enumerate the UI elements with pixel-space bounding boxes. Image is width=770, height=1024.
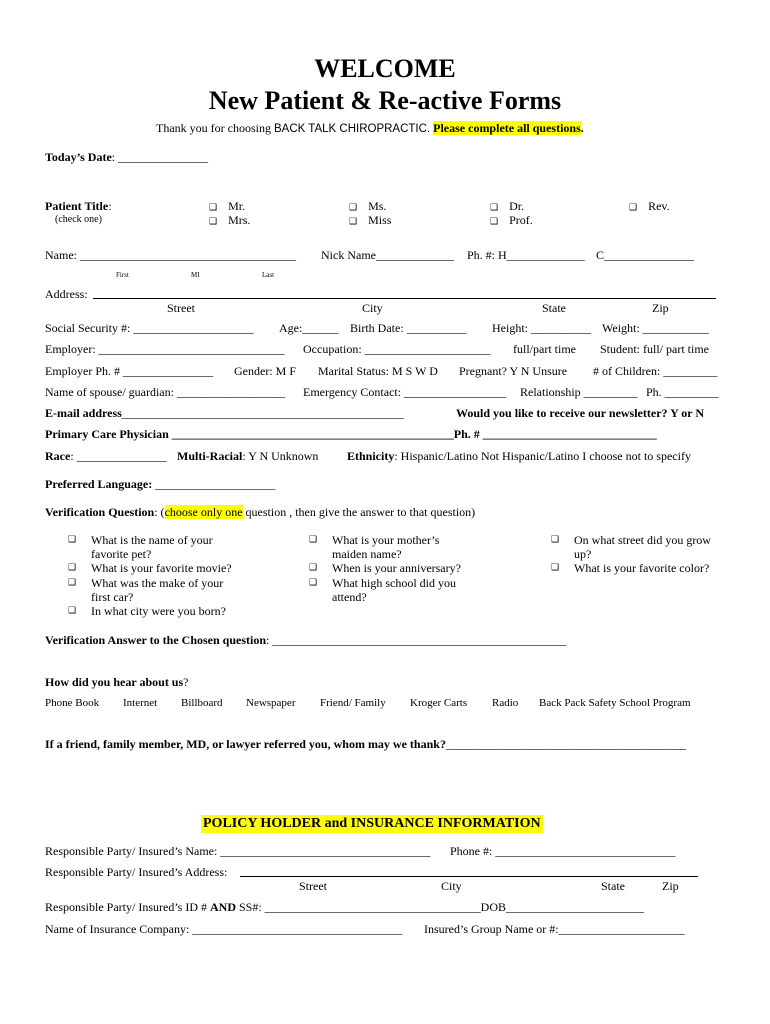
verification-instruction [45,505,475,520]
preferred-language-label: Preferred Language: [45,477,153,491]
checkbox-icon[interactable]: ❑ [309,578,318,588]
employer-phone-field[interactable]: Employer Ph. # _______________ [45,364,213,378]
patient-title-colon: : [108,199,112,213]
title-option-miss[interactable] [349,213,391,228]
todays-date-label: Today’s Date [45,150,112,164]
checkbox-icon[interactable]: ❑ [309,535,318,545]
verification-option-text: up? [574,547,592,561]
newsletter-question[interactable]: Would you like to receive our newsletter? Y or N [456,406,705,420]
responsible-party-phone-field[interactable]: Phone #: ______________________________ [450,844,676,858]
title-option-label: Mrs. [228,213,251,227]
preferred-language-blank[interactable]: ____________________ [155,477,276,491]
address-street-caption: Street [167,301,195,315]
title-option-dr[interactable] [490,199,524,214]
home-phone-field[interactable]: Ph. #: H_____________ [467,248,585,262]
title-option-label: Ms. [368,199,387,213]
race-field[interactable] [45,449,167,464]
verification-option-text: What is the name of your [91,533,213,547]
spouse-guardian-field[interactable]: Name of spouse/ guardian: __________________ [45,385,285,399]
responsible-party-address-label: Responsible Party/ Insured’s Address: [45,865,228,879]
verification-option-text: first car? [91,590,134,604]
pcp-blank[interactable]: _______________________________________________ [171,427,454,441]
insurance-state-caption: State [601,879,625,893]
checkbox-icon[interactable]: ❑ [349,217,358,227]
checkbox-icon[interactable]: ❑ [551,535,560,545]
verification-option-text: What is your mother’s [332,533,440,547]
employment-status[interactable]: full/part time [513,342,576,356]
pcp-field[interactable] [45,427,657,442]
title-option-label: Dr. [509,199,525,213]
employer-field[interactable]: Employer: _______________________________ [45,342,285,356]
address-zip-caption: Zip [652,301,669,315]
checkbox-icon[interactable]: ❑ [490,203,499,213]
practice-name: BACK TALK CHIROPRACTIC. [273,123,431,135]
hear-option[interactable]: Internet [123,697,158,709]
responsible-party-id-field[interactable] [45,900,644,915]
address-state-caption: State [542,301,566,315]
marital-status-field[interactable]: Marital Status: M S W D [318,364,438,378]
thanks-period: . [580,121,584,135]
race-blank[interactable]: : _______________ [70,449,167,463]
hear-about-us-q: ? [183,675,189,689]
todays-date-colon: : [111,150,116,164]
address-city-caption: City [362,301,383,315]
cell-phone-field[interactable]: C_______________ [596,248,695,262]
name-last-caption: Last [262,271,275,279]
title-option-rev[interactable] [629,199,670,214]
pcp-label: Primary Care Physician [45,427,169,441]
patient-title-hint: (check one) [55,214,102,225]
title-option-mrs[interactable] [209,213,250,228]
checkbox-icon[interactable]: ❑ [490,217,499,227]
multi-racial-label: Multi-Racial [177,449,243,463]
hear-option[interactable]: Radio [492,697,519,709]
title-option-prof[interactable] [490,213,533,228]
referral-blank[interactable]: ________________________________________ [445,737,686,751]
insurance-heading: POLICY HOLDER and INSURANCE INFORMATION [203,816,541,831]
verification-label: Verification Question [45,505,155,519]
title-option-label: Prof. [509,213,533,227]
checkbox-icon[interactable]: ❑ [349,203,358,213]
weight-field[interactable]: Weight: ___________ [602,321,709,335]
verification-option-text: When is your anniversary? [332,561,461,575]
verification-answer-field[interactable] [45,633,566,648]
todays-date-field[interactable] [45,150,208,165]
title-option-label: Miss [368,213,392,227]
hear-option[interactable]: Friend/ Family [320,697,386,709]
name-mi-caption: MI [191,271,200,279]
verification-answer-label: Verification Answer to the Chosen question [45,633,267,647]
gender-field[interactable]: Gender: M F [234,364,296,378]
birth-date-field[interactable]: Birth Date: __________ [350,321,467,335]
checkbox-icon[interactable]: ❑ [551,563,560,573]
race-label: Race [45,449,71,463]
patient-title-label: Patient Title [45,199,109,213]
address-line[interactable] [93,298,716,299]
age-field[interactable]: Age:______ [279,321,339,335]
hear-about-us-label: How did you hear about us [45,675,184,689]
address-label: Address: [45,287,88,301]
children-field[interactable]: # of Children: _________ [593,364,718,378]
hear-option[interactable]: Back Pack Safety School Program [539,697,691,709]
hear-option[interactable]: Phone Book [45,697,100,709]
form-subtitle: New Patient & Re-active Forms [208,86,562,115]
ethnicity-label: Ethnicity [347,449,395,463]
verification-option-text: What high school did you [332,576,456,590]
email-label: E-mail address [45,406,122,420]
height-field[interactable]: Height: __________ [492,321,591,335]
complete-all-notice: Please complete all questions [433,121,581,135]
responsible-party-name-field[interactable]: Responsible Party/ Insured’s Name: ___________________________________ [45,844,431,858]
group-number-field[interactable]: Insured’s Group Name or #:_____________________ [424,922,685,936]
verification-option-text: favorite pet? [91,547,152,561]
hear-option[interactable]: Kroger Carts [410,697,468,709]
verification-option-text: What is your favorite color? [574,561,710,575]
hear-about-us-question [45,675,188,690]
name-first-caption: First [116,271,129,279]
title-option-label: Mr. [228,199,246,213]
occupation-field[interactable]: Occupation: _____________________ [303,342,491,356]
pregnant-field[interactable]: Pregnant? Y N Unsure [459,364,568,378]
referral-field[interactable] [45,737,686,752]
student-status[interactable]: Student: full/ part time [600,342,709,356]
nick-name-field[interactable]: Nick Name_____________ [321,248,454,262]
ethnicity-options[interactable]: : Hispanic/Latino Not Hispanic/Latino I choose not to specify [394,449,691,463]
patient-title-label-wrap [45,199,112,214]
referral-label: If a friend, family member, MD, or lawyer referred you, whom may we thank? [45,737,446,751]
pcp-phone-label: Ph. # [453,427,480,441]
verification-option-text: On what street did you grow [574,533,711,547]
verification-option-text: maiden name? [332,547,402,561]
insurance-city-caption: City [441,879,462,893]
pcp-phone-blank[interactable]: _____________________________ [482,427,657,441]
multi-racial-field[interactable] [177,449,318,464]
todays-date-blank[interactable]: _______________ [118,150,209,164]
responsible-id-post[interactable]: SS#: ____________________________________DOB_______________________ [235,900,645,914]
choose-one-highlight: choose only one [164,505,243,519]
title-option-mr[interactable] [209,199,245,214]
insurance-company-field[interactable]: Name of Insurance Company: ___________________________________ [45,922,403,936]
checkbox-icon[interactable]: ❑ [309,563,318,573]
insurance-street-caption: Street [299,879,327,893]
checkbox-icon[interactable]: ❑ [209,203,218,213]
emergency-contact-field[interactable]: Emergency Contact: _________________ [303,385,507,399]
checkbox-icon[interactable]: ❑ [68,578,77,588]
insurance-zip-caption: Zip [662,879,679,893]
verification-option-text: attend? [332,590,367,604]
thanks-line [156,121,584,136]
title-option-ms[interactable] [349,199,386,214]
checkbox-icon[interactable]: ❑ [68,563,77,573]
page-title: WELCOME [314,54,456,83]
name-field[interactable]: Name: ____________________________________ [45,248,296,262]
verification-answer-blank[interactable]: : _________________________________________________ [266,633,567,647]
email-blank[interactable]: _______________________________________________ [121,406,404,420]
verification-post: question , then give the answer to that question) [242,505,476,519]
ssn-field[interactable]: Social Security #: ____________________ [45,321,254,335]
emergency-phone-field[interactable]: Ph. _________ [646,385,719,399]
title-option-label: Rev. [648,199,670,213]
thanks-prefix: Thank you for choosing [156,121,271,135]
hear-option[interactable]: Newspaper [246,697,296,709]
checkbox-icon[interactable]: ❑ [68,535,77,545]
verification-pre: : ( [154,505,165,519]
hear-option[interactable]: Billboard [181,697,223,709]
ethnicity-field[interactable] [347,449,691,464]
responsible-id-pre: Responsible Party/ Insured’s ID # [45,900,210,914]
responsible-id-and: AND [209,900,236,914]
verification-option-text: In what city were you born? [91,604,226,618]
verification-option-text: What was the make of your [91,576,224,590]
checkbox-icon[interactable]: ❑ [209,217,218,227]
relationship-field[interactable]: Relationship _________ [520,385,638,399]
preferred-language-field[interactable] [45,477,275,492]
verification-option-text: What is your favorite movie? [91,561,232,575]
email-field[interactable] [45,406,404,421]
checkbox-icon[interactable]: ❑ [68,606,77,616]
multi-racial-options[interactable]: : Y N Unknown [242,449,319,463]
checkbox-icon[interactable]: ❑ [629,203,638,213]
responsible-party-address-line[interactable] [240,876,698,877]
